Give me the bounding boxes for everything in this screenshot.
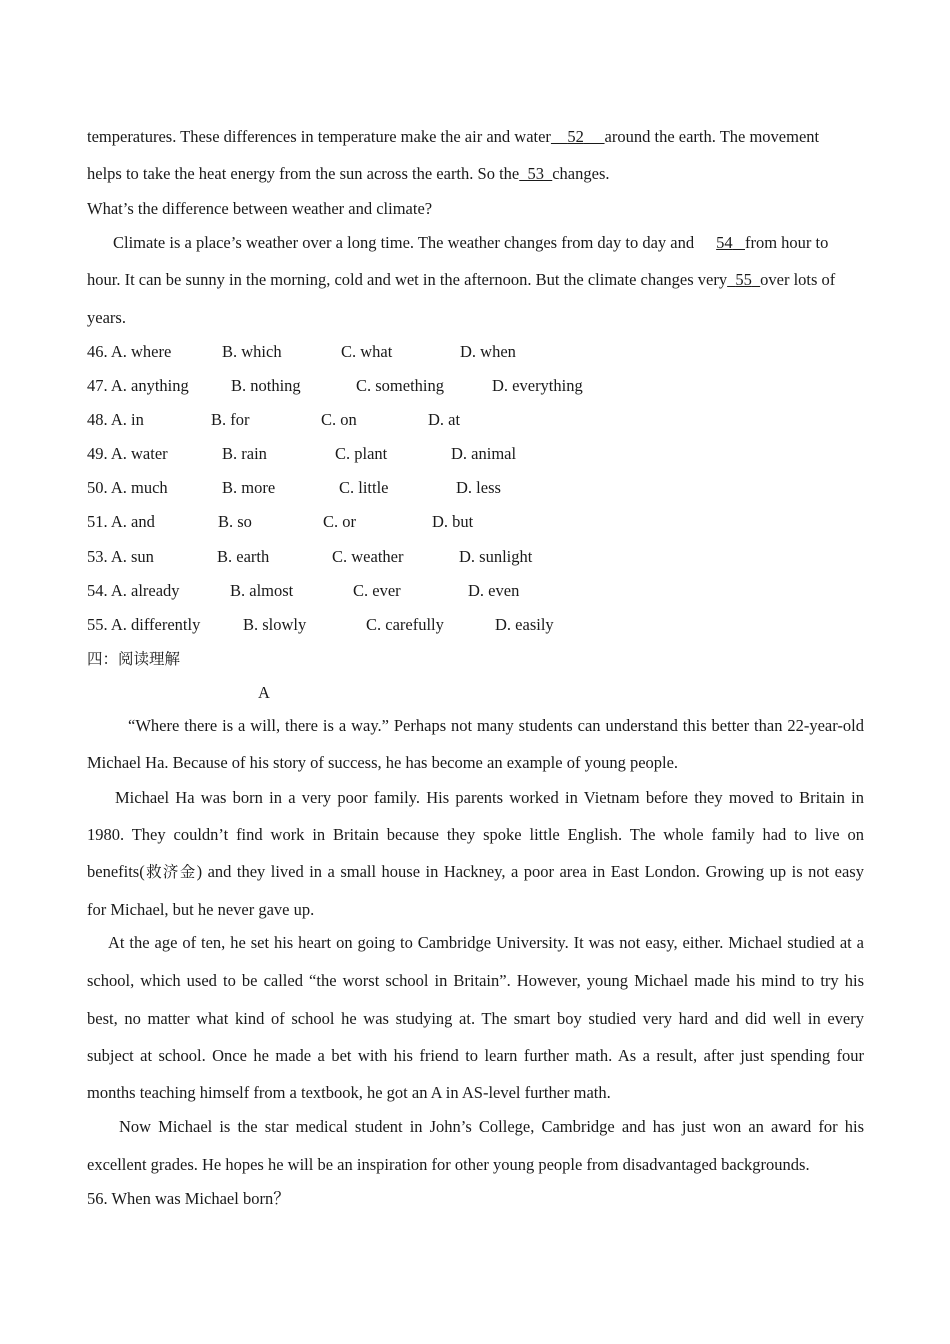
option-c: C. plant bbox=[335, 444, 388, 463]
option-b: B. nothing bbox=[231, 376, 301, 395]
text: from hour to bbox=[744, 233, 829, 252]
reading-p4-line-2: excellent grades. He hopes he will be an inspiration for other young people from disadvantaged backgrounds. bbox=[87, 1155, 810, 1174]
option-b: B. so bbox=[218, 512, 252, 531]
option-c: C. weather bbox=[332, 547, 404, 566]
cloze-line-6: years. bbox=[87, 308, 126, 327]
blank-52: 52 bbox=[567, 127, 584, 146]
option-d: D. animal bbox=[451, 444, 517, 463]
reading-p3-line-3: best, no matter what kind of school he was studying at. The smart boy studied very hard and did well in every bbox=[87, 1009, 864, 1028]
option-b: B. slowly bbox=[243, 615, 307, 634]
reading-p4-line-1: Now Michael is the star medical student in John’s College, Cambridge and has just won an award for his bbox=[119, 1117, 864, 1136]
reading-p1-line-2: Michael Ha. Because of his story of success, he has become an example of young people. bbox=[87, 753, 679, 772]
cloze-question-line: What’s the difference between weather and climate? bbox=[87, 199, 433, 218]
text: over lots of bbox=[760, 270, 836, 289]
option-a: 48. A. in bbox=[87, 410, 144, 429]
option-c: C. little bbox=[339, 478, 389, 497]
option-d: D. but bbox=[432, 512, 474, 531]
option-b: B. earth bbox=[217, 547, 270, 566]
option-c: C. something bbox=[356, 376, 445, 395]
option-a: 50. A. much bbox=[87, 478, 168, 497]
option-c: C. or bbox=[323, 512, 356, 531]
option-a: 54. A. already bbox=[87, 581, 180, 600]
cloze-line-5 bbox=[87, 270, 864, 290]
text: changes. bbox=[552, 164, 610, 183]
option-a: 51. A. and bbox=[87, 512, 155, 531]
option-c: C. carefully bbox=[366, 615, 444, 634]
text: Climate is a place’s weather over a long time. The weather changes from day to day and bbox=[113, 233, 695, 252]
text: temperatures. These differences in temperature make the air and water bbox=[87, 127, 551, 146]
reading-p3-line-2: school, which used to be called “the worst school in Britain”. However, young Michael made his mind to try his bbox=[87, 971, 864, 990]
reading-p2-line-1: Michael Ha was born in a very poor family. His parents worked in Vietnam before they moved to Britain in bbox=[115, 788, 864, 807]
option-c: C. what bbox=[341, 342, 393, 361]
reading-p2-line-4: for Michael, but he never gave up. bbox=[87, 900, 315, 919]
option-b: B. for bbox=[211, 410, 250, 429]
section-title: 四：阅读理解 bbox=[87, 650, 181, 668]
option-b: B. which bbox=[222, 342, 282, 361]
reading-p3-line-1: At the age of ten, he set his heart on going to Cambridge University. It was not easy, either. Michael studied at a bbox=[108, 933, 864, 952]
passage-label: A bbox=[258, 683, 270, 702]
option-a: 49. A. water bbox=[87, 444, 168, 463]
cloze-line-4 bbox=[87, 233, 864, 253]
reading-p2-line-2: 1980. They couldn’t find work in Britain because they spoke little English. The whole family had to live on bbox=[87, 825, 864, 844]
option-c: C. ever bbox=[353, 581, 401, 600]
option-d: D. at bbox=[428, 410, 461, 429]
reading-p2-line-3: benefits(救济金) and they lived in a small house in Hackney, a poor area in East London. Growing up is not easy bbox=[87, 862, 864, 881]
option-b: B. rain bbox=[222, 444, 267, 463]
blank-53: 53 bbox=[527, 164, 544, 183]
option-c: C. on bbox=[321, 410, 357, 429]
blank-54: 54 bbox=[716, 233, 733, 252]
option-a: 53. A. sun bbox=[87, 547, 154, 566]
blank-55: 55 bbox=[735, 270, 752, 289]
chinese-gloss: 救济金 bbox=[144, 863, 197, 881]
reading-p3-line-4: subject at school. Once he made a bet with his friend to learn further math. As a result, after just spending four bbox=[87, 1046, 864, 1065]
option-d: D. when bbox=[460, 342, 516, 361]
text: helps to take the heat energy from the sun across the earth. So the bbox=[87, 164, 520, 183]
text: hour. It can be sunny in the morning, cold and wet in the afternoon. But the climate changes very bbox=[87, 270, 728, 289]
option-d: D. sunlight bbox=[459, 547, 533, 566]
option-d: D. even bbox=[468, 581, 520, 600]
option-b: B. almost bbox=[230, 581, 294, 600]
option-a: 47. A. anything bbox=[87, 376, 189, 395]
cloze-line-2 bbox=[87, 164, 864, 184]
option-a: 46. A. where bbox=[87, 342, 172, 361]
reading-p3-line-5: months teaching himself from a textbook, he got an A in AS-level further math. bbox=[87, 1083, 611, 1102]
option-d: D. easily bbox=[495, 615, 554, 634]
text: around the earth. The movement bbox=[604, 127, 820, 146]
option-a: 55. A. differently bbox=[87, 615, 201, 634]
option-d: D. everything bbox=[492, 376, 583, 395]
cloze-line-1 bbox=[87, 127, 864, 147]
question-56: 56. When was Michael born？ bbox=[87, 1189, 290, 1208]
reading-p1-line-1: “Where there is a will, there is a way.” Perhaps not many students can understand this better than 22-year-old bbox=[128, 716, 864, 735]
option-b: B. more bbox=[222, 478, 276, 497]
option-d: D. less bbox=[456, 478, 501, 497]
